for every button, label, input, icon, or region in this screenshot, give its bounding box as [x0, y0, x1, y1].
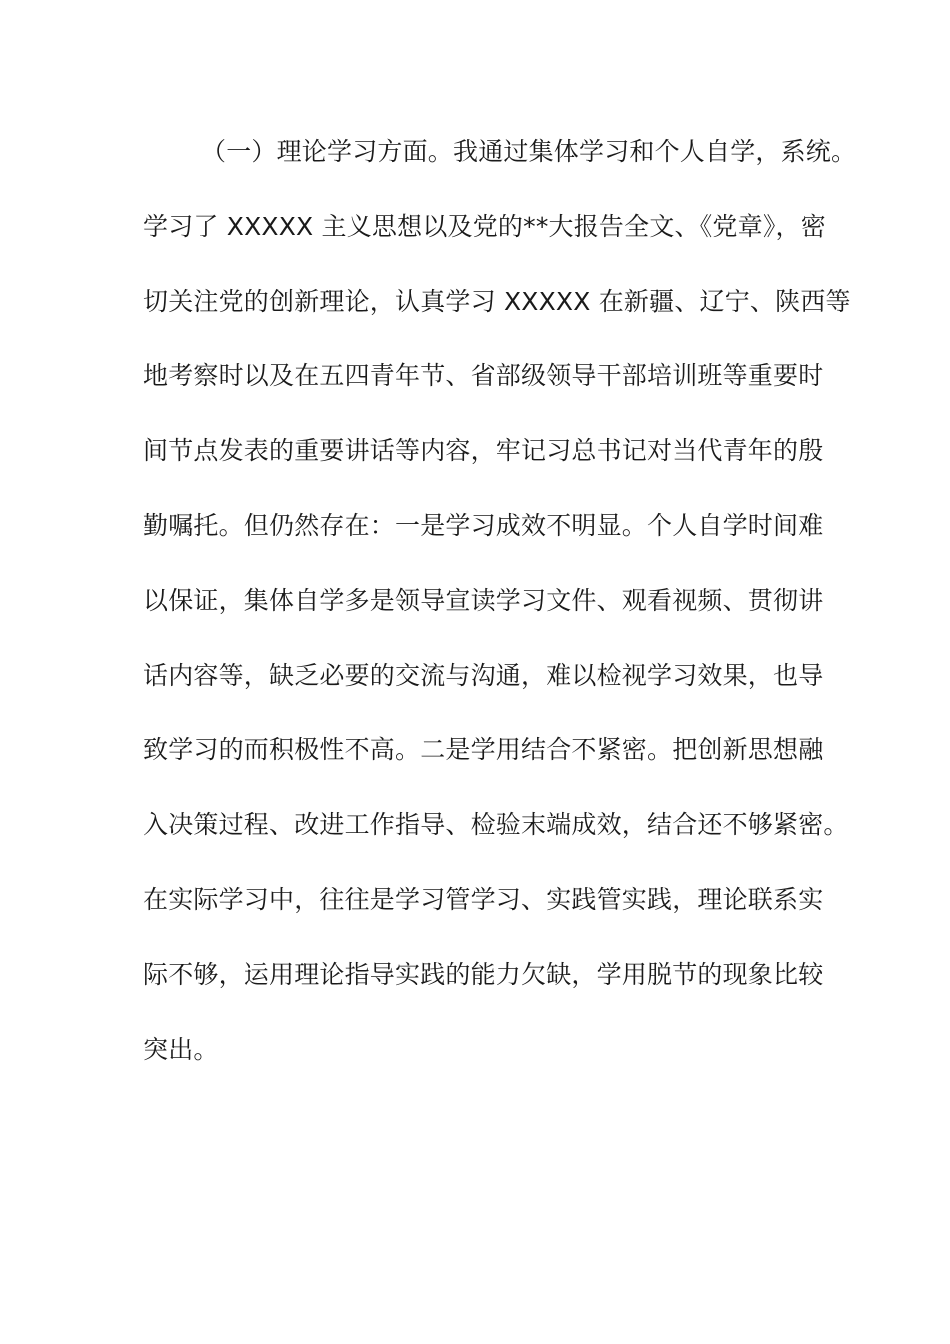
paragraph-line: 切关注党的创新理论，认真学习 XXXXX 在新疆、辽宁、陕西等 — [143, 286, 851, 316]
paragraph-line: 际不够，运用理论指导实践的能力欠缺，学用脱节的现象比较 — [143, 959, 824, 989]
paragraph-line: 话内容等，缺乏必要的交流与沟通，难以检视学习效果，也导 — [143, 660, 824, 690]
paragraph-line: 间节点发表的重要讲话等内容，牢记习总书记对当代青年的殷 — [143, 436, 824, 466]
paragraph-line: 在实际学习中，往往是学习管学习、实践管实践，理论联系实 — [143, 884, 824, 914]
paragraph-line: （一）理论学习方面。我通过集体学习和个人自学，系统。 — [201, 137, 857, 166]
paragraph-line: 地考察时以及在五四青年节、省部级领导干部培训班等重要时 — [143, 361, 824, 391]
paragraph-line: 致学习的而积极性不高。二是学用结合不紧密。把创新思想融 — [143, 735, 824, 765]
paragraph-line: 突出。 — [143, 1034, 219, 1064]
paragraph-line: 以保证，集体自学多是领导宣读学习文件、观看视频、贯彻讲 — [143, 585, 824, 615]
body-paragraph — [143, 127, 857, 1099]
paragraph-line: 勤嘱托。但仍然存在：一是学习成效不明显。个人自学时间难 — [143, 510, 824, 540]
paragraph-line: 学习了 XXXXX 主义思想以及党的**大报告全文、《党章》，密 — [143, 211, 826, 241]
paragraph-line: 入决策过程、改进工作指导、检验末端成效，结合还不够紧密。 — [143, 810, 849, 840]
